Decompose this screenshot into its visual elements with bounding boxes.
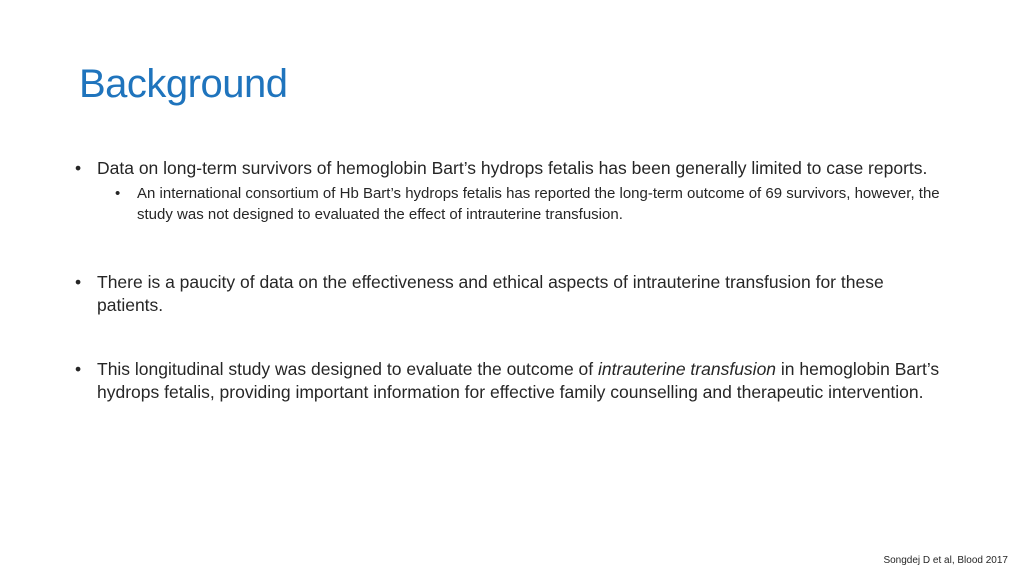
bullet-text: There is a paucity of data on the effectiveness and ethical aspects of intrauterine transfusion for these patients.: [97, 271, 884, 315]
slide-title: Background: [79, 62, 288, 106]
bullet-text-emphasis: intrauterine transfusion: [598, 358, 777, 379]
sub-bullet-marker: •: [115, 184, 121, 202]
bullet-item-2: [72, 271, 952, 318]
bullet-marker: •: [75, 271, 82, 292]
bullet-marker: •: [75, 358, 82, 379]
bullet-text-end: in hemoglobin Bart’s hydrops fetalis, providing important information for effective family counselling and therapeutic intervention.: [97, 358, 940, 402]
citation: Songdej D et al, Blood 2017: [883, 555, 1008, 566]
bullet-text-start: This longitudinal study was designed to evaluate the outcome of: [97, 358, 599, 379]
bullet-text: Data on long-term survivors of hemoglobin Bart’s hydrops fetalis has been generally limited to case reports.: [97, 158, 928, 178]
sub-bullet-item-1: [72, 183, 952, 225]
bullet-list: [72, 157, 952, 405]
bullet-marker: •: [75, 158, 82, 178]
sub-bullet-text: An international consortium of Hb Bart’s hydrops fetalis has reported the long-term outcome of 69 survivors, however, the study was not designed to evaluated the effect of intrauterine transfusion.: [137, 184, 940, 223]
bullet-text: [97, 359, 939, 403]
bullet-item-1: [72, 157, 952, 181]
bullet-item-3: [72, 358, 952, 405]
